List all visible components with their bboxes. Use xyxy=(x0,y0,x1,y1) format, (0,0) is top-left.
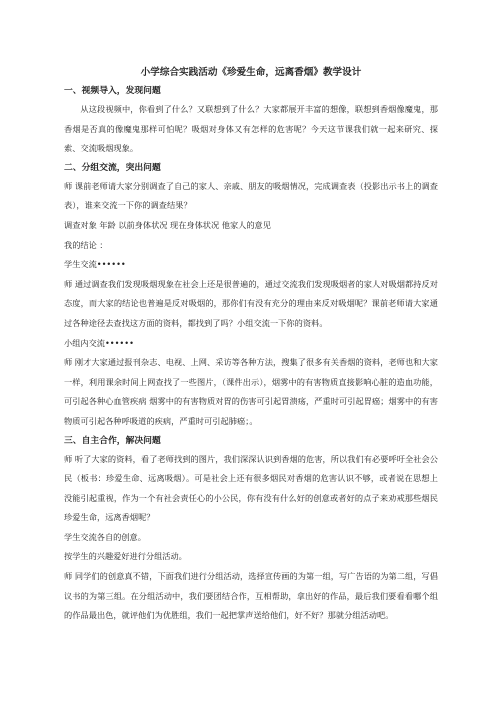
section2-paragraph-2: 师 通过调查我们发现吸烟现象在社会上还是很普遍的，通过交流我们发现吸烟者的家人对吸烟都持反对态度，而大家的结论也普遍是反对吸烟的，那你们有没有充分的理由来反对吸烟呢？课前老师请大家通过各种途径去查找这方面的资料，都找到了吗？小组交流一下你的资料。 xyxy=(64,278,438,328)
section-heading-1: 一、视频导入，发现问题 xyxy=(64,86,161,96)
document-title: 小学综合实践活动《珍爱生命，远离香烟》教学设计 xyxy=(140,67,362,78)
student-exchange-line: 学生交流•••••• xyxy=(64,259,126,270)
section2-paragraph-1: 师 课前老师请大家分别调查了自己的家人、亲戚、朋友的吸烟情况，完成调查表（投影出示书上的调查表），谁来交流一下你的调查结果？ xyxy=(64,180,438,211)
survey-table-headers: 调查对象 年龄 以前身体状况 现在身体状况 他家人的意见 xyxy=(64,219,271,230)
section-heading-3: 三、自主合作，解决问题 xyxy=(64,435,161,446)
section3-line-1: 学生交流各自的创意。 xyxy=(64,531,146,542)
section3-paragraph-2: 师 同学们的创意真不错，下面我们进行分组活动，选择宣传画的为第一组，写广告语的为第二组，写倡议书的为第三组。在分组活动中，我们要团结合作，互相帮助，拿出好的作品，最后我们要看看哪个组的作品最出色，就评他们为优胜组，我们一起把掌声送给他们，好不好？那就分组活动吧。 xyxy=(64,571,438,621)
section2-paragraph-3: 师 刚才大家通过报刊杂志、电视、上网、采访等各种方法，搜集了很多有关香烟的资料，老师也和大家一样，利用课余时间上网查找了一些图片，（课件出示），烟雾中的有害物质直接影响心脏的造血功能，可引起各种心血管疾病 烟雾中的有害物质对胃的伤害可引起胃溃疡，严重时可引起胃癌；烟雾中的有害物质可引起各种呼吸道的疾病，严重时可引起肺癌；。 xyxy=(64,357,438,426)
section1-paragraph: 从这段视频中，你看到了什么？又联想到了什么？大家都展开丰富的想像，联想到香烟像魔鬼，那香烟是否真的像魔鬼那样可怕呢？吸烟对身体又有怎样的危害呢？今天这节课我们就一起来研究、探索、交流吸烟现象。 xyxy=(64,104,438,154)
group-exchange-line: 小组内交流•••••• xyxy=(64,337,134,348)
section-heading-2: 二、分组交流，突出问题 xyxy=(64,162,161,173)
conclusion-label: 我的结论 ： xyxy=(64,239,108,250)
section3-paragraph-1: 师 听了大家的资料，看了老师找到的图片，我们深深认识到香烟的危害，所以我们有必要呼吁全社会公民（板书：珍爱生命、远离吸烟）。可是社会上还有很多烟民对香烟的危害认识不够，或者说在思想上没能引起重视，作为一个有社会责任心的小公民，你有没有什么好的创意或者好的点子来劝戒那些烟民珍爱生命，远离香烟呢？ xyxy=(64,453,438,523)
section3-line-2: 按学生的兴趣爱好进行分组活动。 xyxy=(64,551,187,562)
